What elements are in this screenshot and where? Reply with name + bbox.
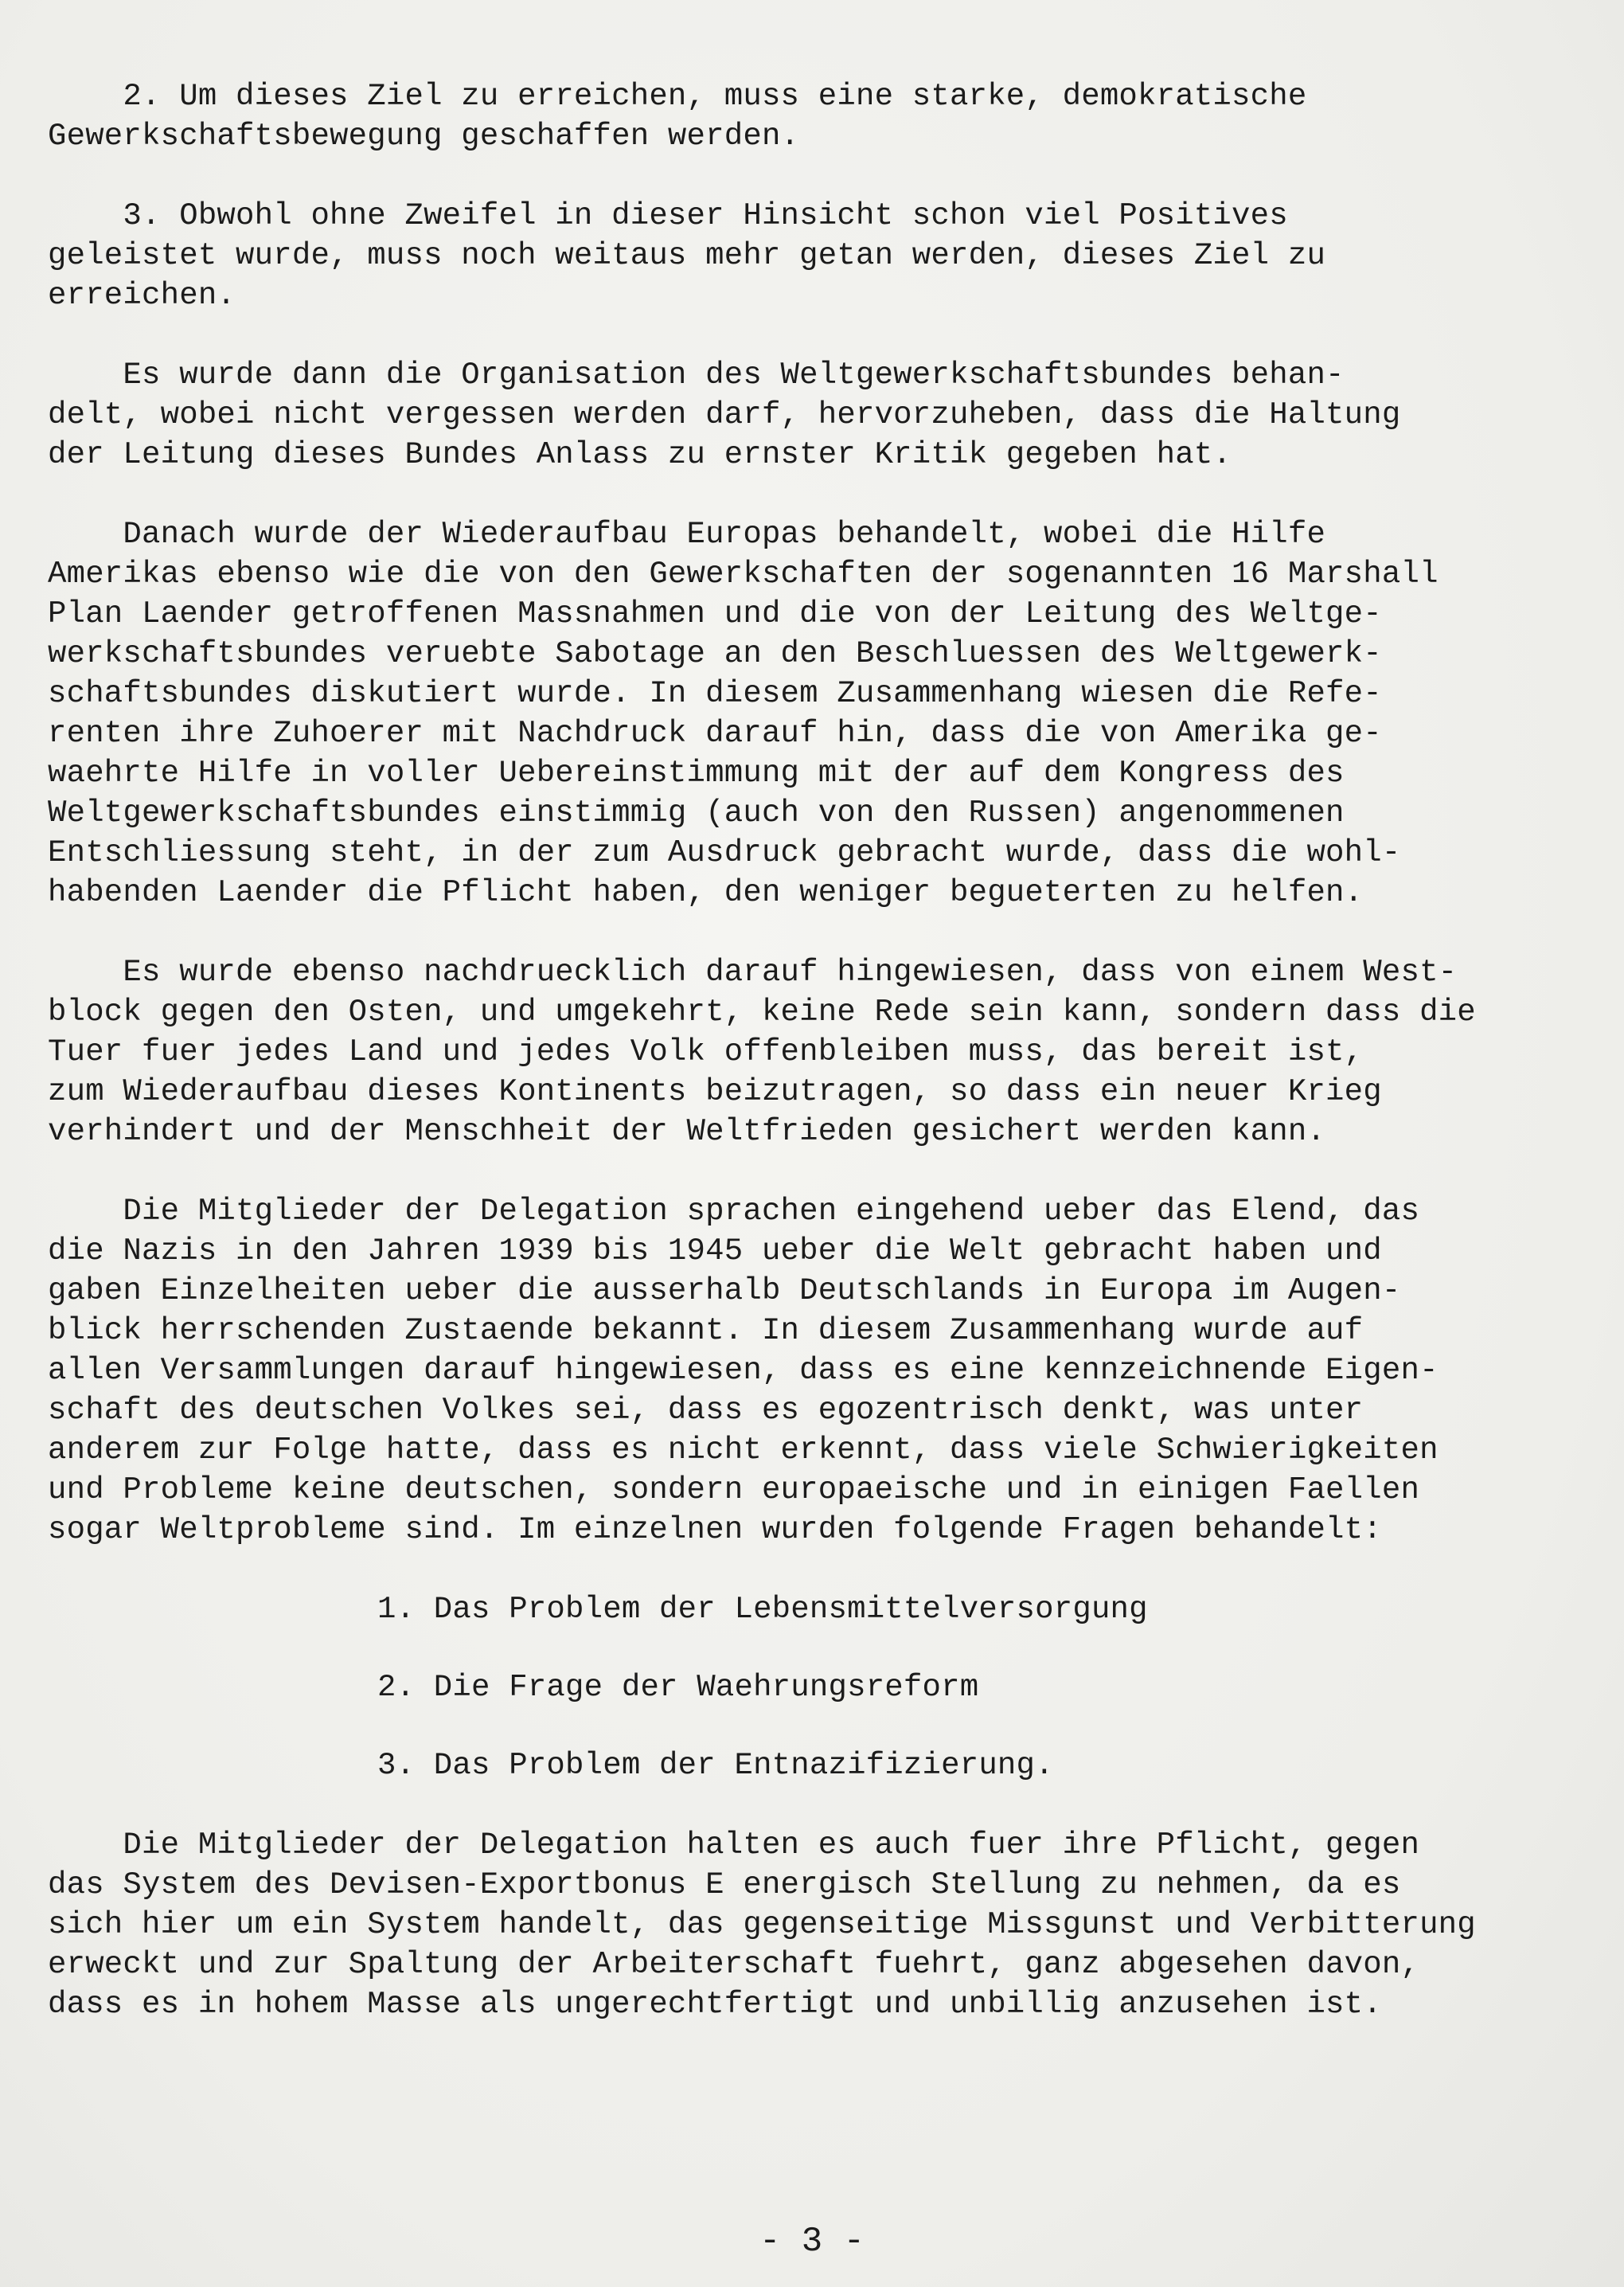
text-line: der Leitung dieses Bundes Anlass zu ernster Kritik gegeben hat. [48,437,1232,472]
text-line: schaftsbundes diskutiert wurde. In diesem Zusammenhang wiesen die Refe- [48,676,1382,711]
page-number: - 3 - [759,2222,865,2262]
text-line: Die Mitglieder der Delegation halten es auch fuer ihre Pflicht, gegen [48,1828,1420,1863]
text-line: die Nazis in den Jahren 1939 bis 1945 ueber die Welt gebracht haben und [48,1233,1382,1269]
list-item: 2. Die Frage der Waehrungsreform [377,1670,979,1705]
text-line: 3. Obwohl ohne Zweifel in dieser Hinsicht schon viel Positives [48,198,1288,233]
text-line: anderem zur Folge hatte, dass es nicht erkennt, dass viele Schwierigkeiten [48,1433,1439,1468]
text-line: block gegen den Osten, und umgekehrt, keine Rede sein kann, sondern dass die [48,995,1476,1030]
text-line: gaben Einzelheiten ueber die ausserhalb Deutschlands in Europa im Augen- [48,1273,1401,1308]
paragraph-point-3 [48,196,1560,315]
text-line: Tuer fuer jedes Land und jedes Volk offenbleiben muss, das bereit ist, [48,1034,1364,1069]
text-line: erweckt und zur Spaltung der Arbeiterschaft fuehrt, ganz abgesehen davon, [48,1947,1420,1982]
text-line: schaft des deutschen Volkes sei, dass es egozentrisch denkt, was unter [48,1393,1364,1428]
text-line: renten ihre Zuhoerer mit Nachdruck darauf hin, dass die von Amerika ge- [48,716,1382,751]
text-line: Plan Laender getroffenen Massnahmen und die von der Leitung des Weltge- [48,596,1382,631]
text-line: allen Versammlungen darauf hingewiesen, dass es eine kennzeichnende Eigen- [48,1353,1439,1388]
text-line: Amerikas ebenso wie die von den Gewerkschaften der sogenannten 16 Marshall [48,557,1439,592]
paragraph-delegation [48,1191,1560,1550]
list-item: 3. Das Problem der Entnazifizierung. [377,1748,1054,1783]
text-line: das System des Devisen-Exportbonus E energisch Stellung zu nehmen, da es [48,1867,1401,1902]
text-line: waehrte Hilfe in voller Uebereinstimmung mit der auf dem Kongress des [48,756,1345,791]
text-line: Entschliessung steht, in der zum Ausdruck gebracht wurde, dass die wohl- [48,835,1401,870]
paragraph-organisation [48,355,1560,475]
text-line: sogar Weltprobleme sind. Im einzelnen wurden folgende Fragen behandelt: [48,1512,1382,1547]
text-line: 2. Um dieses Ziel zu erreichen, muss eine starke, demokratische [48,79,1307,114]
text-line: delt, wobei nicht vergessen werden darf, hervorzuheben, dass die Haltung [48,397,1401,432]
text-line: geleistet wurde, muss noch weitaus mehr getan werden, dieses Ziel zu [48,238,1326,273]
text-line: Weltgewerkschaftsbundes einstimmig (auch von den Russen) angenommenen [48,796,1345,831]
paragraph-westblock [48,952,1560,1151]
paragraph-devisen-exportbonus [48,1825,1560,2024]
text-line: sich hier um ein System handelt, das gegenseitige Missgunst und Verbitterung [48,1907,1476,1942]
text-line: Danach wurde der Wiederaufbau Europas behandelt, wobei die Hilfe [48,517,1326,552]
paragraph-wiederaufbau [48,514,1560,913]
question-list [48,1589,1560,1785]
text-line: erreichen. [48,278,236,313]
text-line: und Probleme keine deutschen, sondern europaeische und in einigen Faellen [48,1472,1420,1507]
document-body [48,76,1560,2064]
text-line: Gewerkschaftsbewegung geschaffen werden. [48,119,800,154]
list-item: 1. Das Problem der Lebensmittelversorgung [377,1592,1148,1627]
text-line: Die Mitglieder der Delegation sprachen eingehend ueber das Elend, das [48,1194,1420,1229]
text-line: habenden Laender die Pflicht haben, den weniger begueterten zu helfen. [48,875,1364,910]
paragraph-point-2 [48,76,1560,156]
text-line: blick herrschenden Zustaende bekannt. In diesem Zusammenhang wurde auf [48,1313,1364,1348]
text-line: zum Wiederaufbau dieses Kontinents beizutragen, so dass ein neuer Krieg [48,1074,1382,1109]
text-line: verhindert und der Menschheit der Weltfrieden gesichert werden kann. [48,1114,1326,1149]
text-line: werkschaftsbundes veruebte Sabotage an den Beschluessen des Weltgewerk- [48,636,1382,671]
text-line: Es wurde dann die Organisation des Weltgewerkschaftsbundes behan- [48,358,1345,393]
text-line: dass es in hohem Masse als ungerechtfertigt und unbillig anzusehen ist. [48,1987,1382,2022]
text-line: Es wurde ebenso nachdruecklich darauf hingewiesen, dass von einem West- [48,955,1458,990]
